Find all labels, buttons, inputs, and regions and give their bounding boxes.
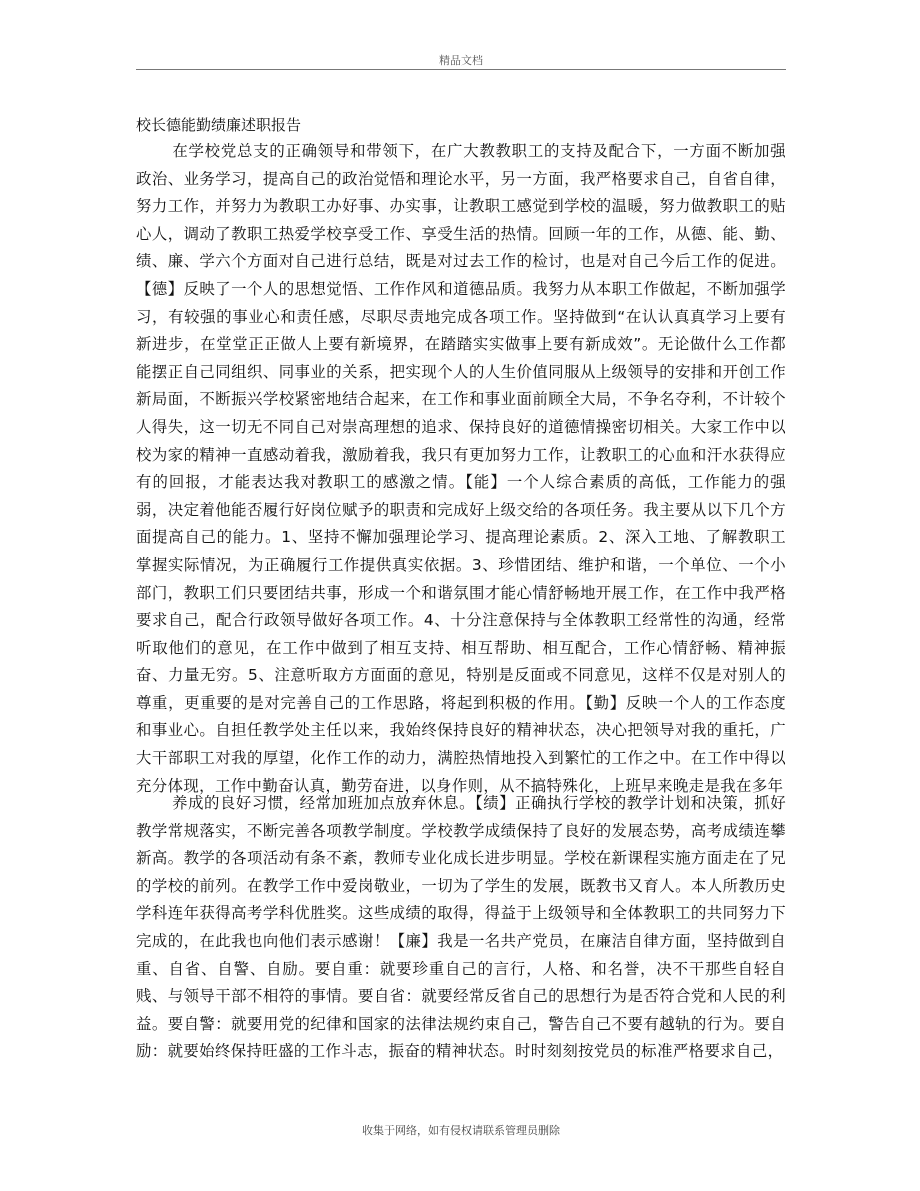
page-header: 精品文档	[439, 54, 483, 67]
paragraph-1-text: 在学校党总支的正确领导和带领下，在广大教教职工的支持及配合下，一方面不断加强政治、业务学习，提高自己的政治觉悟和理论水平，另一方面，我严格要求自己，自省自律，努力工作，并努力为教职工办好事、办实事，让教职工感觉到学校的温暖，努力做教职工的贴心人，调动了教职工热爱学校享受工作、享受生活的热情。回顾一年的工作，从德、能、勤、绩、廉、学六个方面对自己进行总结，既是对过去工作的检讨，也是对自己今后工作的促进。【德】反映了一个人的思想觉悟、工作作风和道德品质。我努力从本职工作做起，不断加强学习，有较强的事业心和责任感，尽职尽责地完成各项工作。坚持做到“在认认真真学习上要有新进步，在堂堂正正做人上要有新境界，在踏踏实实做事上要有新成效”。无论做什么工作都能摆正自己同组织、同事业的关系，把实现个人的人生价值同服从上级领导的安排和开创工作新局面，不断振兴学校紧密地结合起来，在工作和事业面前顾全大局，不争名夺利，不计较个人得失，这一切无不同自己对崇高理想的追求、保持良好的道德情操密切相关。大家工作中以校为家的精神一直感动着我，激励着我，我只有更加努力工作，让教职工的心血和汗水获得应有的回报，才能表达我对教职工的感激之情。【能】一个人综合素质的高低，工作能力的强弱，决定着他能否履行好岗位赋予的职责和完成好上级交给的各项任务。我主要从以下几个方面提高自己的能力。1、坚持不懈加强理论学习、提高理论素质。2、深入工地、了解教职工掌握实际情况，为正确履行工作提供真实依据。3、珍惜团结、维护和谐，一个单位、一个小部门，教职工们只要团结共事，形成一个和谐氛围才能心情舒畅地开展工作，在工作中我严格要求自己，配合行政领导做好各项工作。4、十分注意保持与全体教职工经常性的沟通，经常听取他们的意见，在工作中做到了相互支持、相互帮助、相互配合，工作心情舒畅、精神振奋、力量无穷。5、注意听取方方面面的意见，特别是反面或不同意见，这样不仅是对别人的尊重，更重要的是对完善自己的工作思路，将起到积极的作用。【勤】反映一个人的工作态度和事业心。自担任教学处主任以来，我始终保持良好的精神状态，决心把领导对我的重托，广大干部职工对我的厚望，化作工作的动力，满腔热情地投入到繁忙的工作之中。在工作中得以充分体现，工作中勤奋认真，勤劳奋进，以身作则，从不搞特殊化，上班早来晚走是我在多年	[136, 142, 786, 795]
header-divider	[136, 69, 786, 70]
body-paragraph-2	[136, 790, 786, 1066]
paragraph-2-text: 养成的良好习惯，经常加班加点放弃休息。【绩】正确执行学校的教学计划和决策，抓好教学常规落实，不断完善各项教学制度。学校教学成绩保持了良好的发展态势，高考成绩连攀新高。教学的各项活动有条不紊，教师专业化成长进步明显。学校在新课程实施方面走在了兄的学校的前列。在教学工作中爱岗敬业，一切为了学生的发展，既教书又育人。本人所教历史学科连年获得高考学科优胜奖。这些成绩的取得，得益于上级领导和全体教职工的共同努力下完成的，在此我也向他们表示感谢！【廉】我是一名共产党员，在廉洁自律方面，坚持做到自重、自省、自警、自励。要自重：就要珍重自己的言行，人格、和名誉，决不干那些自轻自贱、与领导干部不相符的事情。要自省：就要经常反省自己的思想行为是否符合党和人民的利益。要自警：就要用党的纪律和国家的法律法规约束自己，警告自己不要有越轨的行为。要自励：就要始终保持旺盛的工作斗志，振奋的精神状态。时时刻刻按党员的标准严格要求自己，	[136, 794, 786, 1061]
page-footer: 收集于网络，如有侵权请联系管理员删除	[362, 1124, 560, 1137]
document-title: 校长德能勤绩廉述职报告	[136, 116, 302, 134]
body-paragraph-1	[136, 138, 786, 800]
